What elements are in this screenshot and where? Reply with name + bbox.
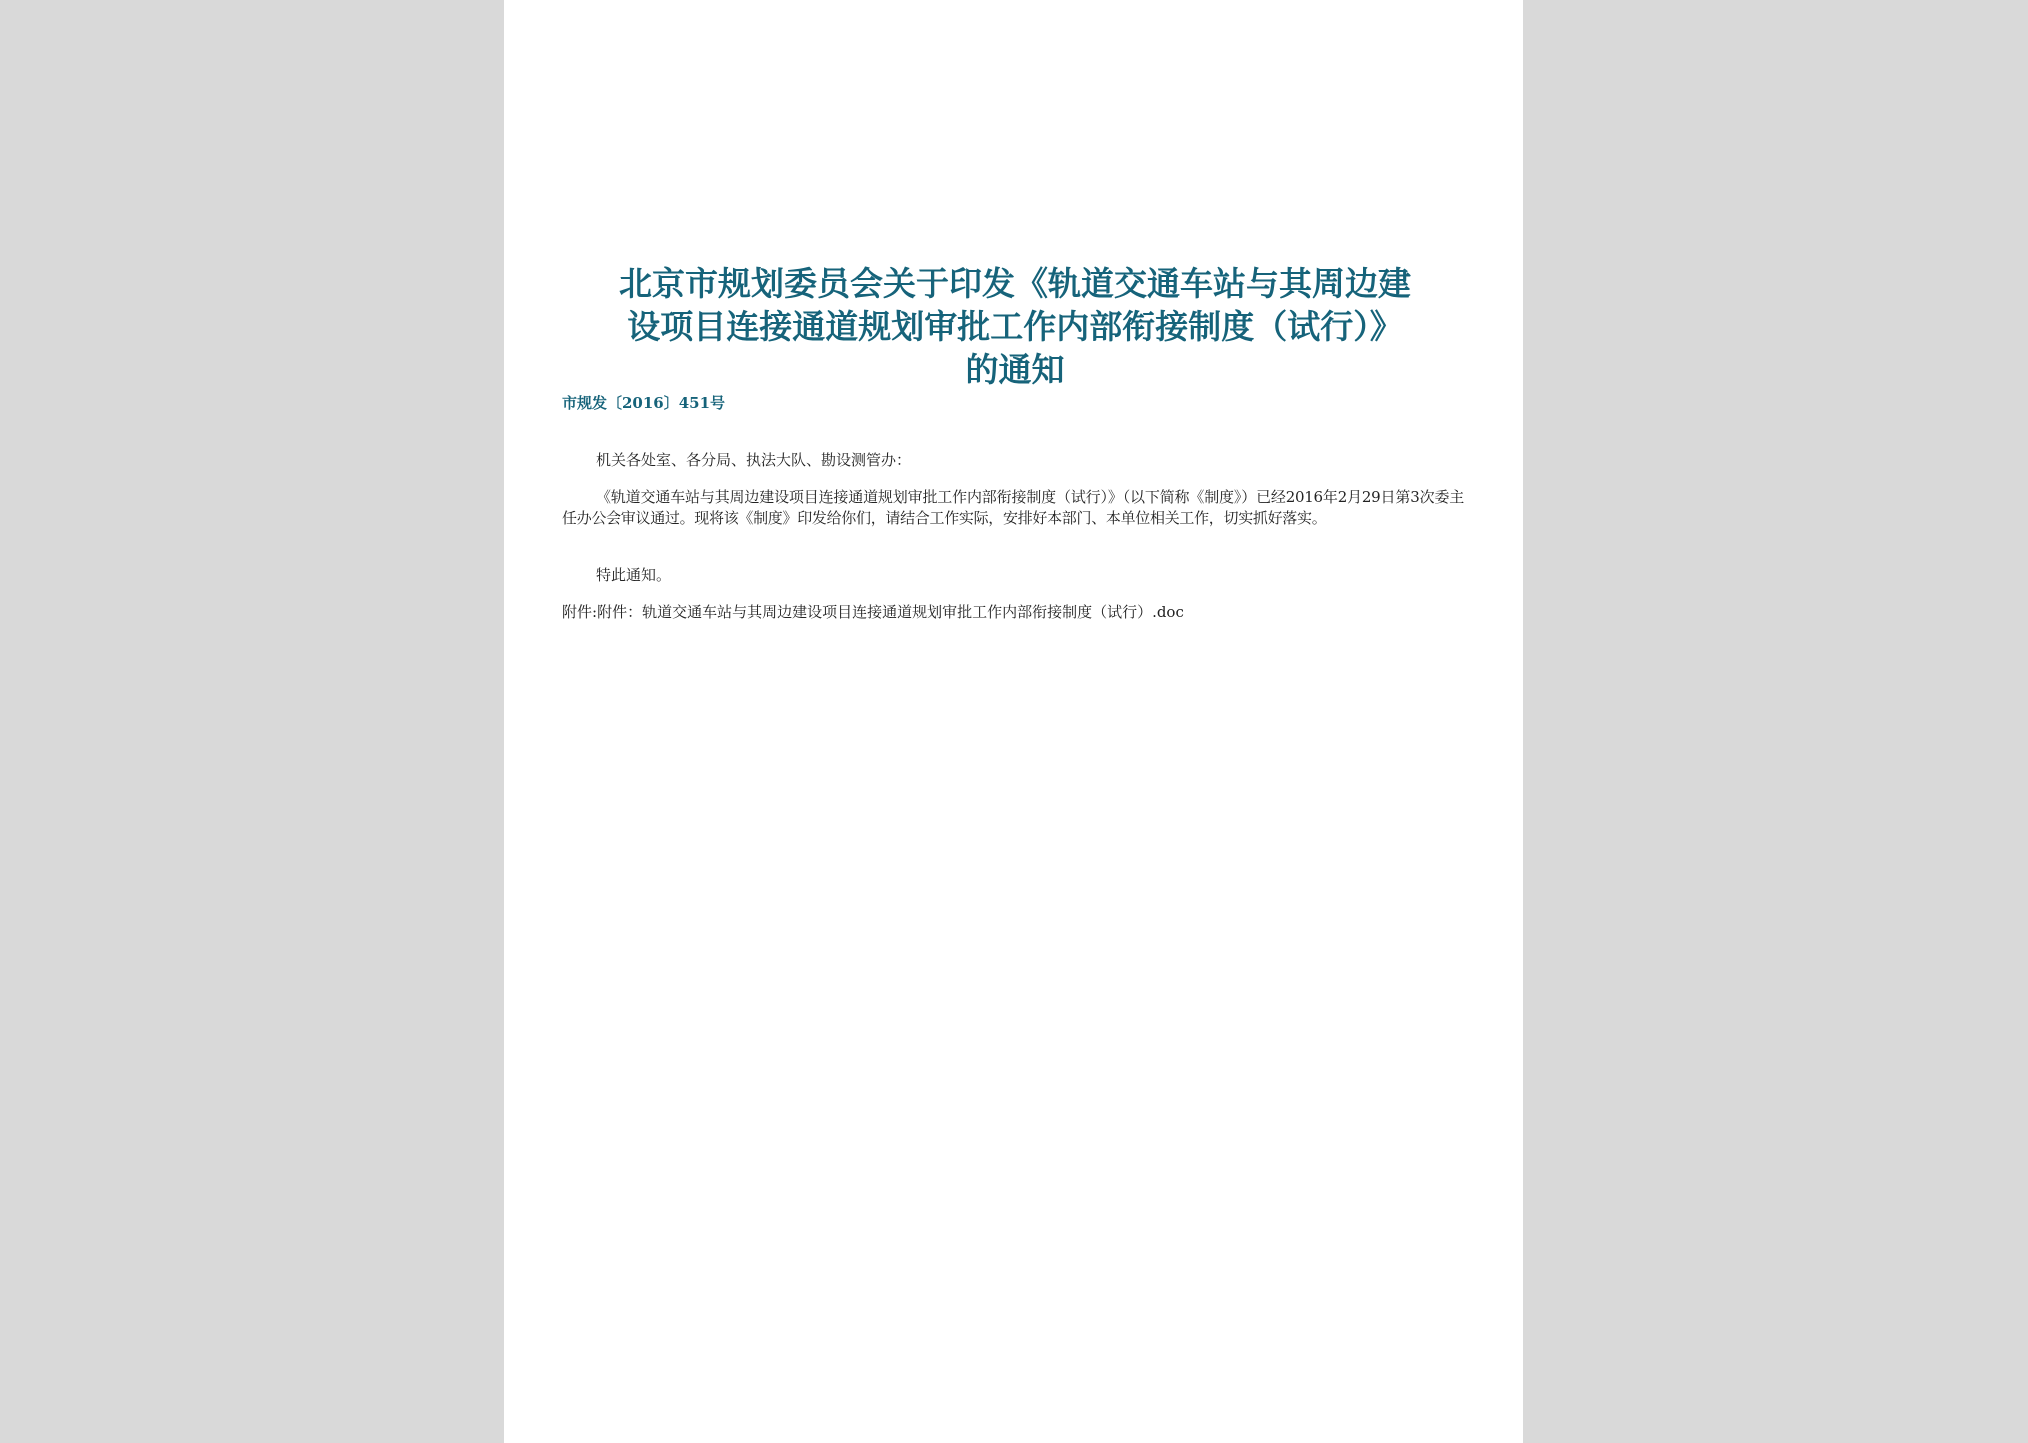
title-line-3: 的通知 (965, 350, 1065, 389)
attachment-link[interactable]: 附件：轨道交通车站与其周边建设项目连接通道规划审批工作内部衔接制度（试行）.doc (597, 603, 1184, 621)
salutation: 机关各处室、各分局、执法大队、勘设测管办： (596, 451, 912, 469)
title-line-2: 设项目连接通道规划审批工作内部衔接制度（试行）》 (627, 307, 1403, 346)
attachment-line (562, 602, 1464, 623)
attachment-label: 附件: (562, 603, 598, 621)
document-title (556, 262, 1474, 391)
main-paragraph: 《轨道交通车站与其周边建设项目连接通道规划审批工作内部衔接制度（试行）》（以下简称《制度》）已经2016年2月29日第3次委主任办公会审议通过。现将该《制度》印发给你们，请结合工作实际，安排好本部门、本单位相关工作，切实抓好落实。 (562, 488, 1464, 527)
document-number: 市规发〔2016〕451号 (562, 394, 726, 412)
closing-text: 特此通知。 (596, 566, 672, 584)
document-page (504, 0, 1523, 1443)
title-line-1: 北京市规划委员会关于印发《轨道交通车站与其周边建 (619, 264, 1411, 303)
